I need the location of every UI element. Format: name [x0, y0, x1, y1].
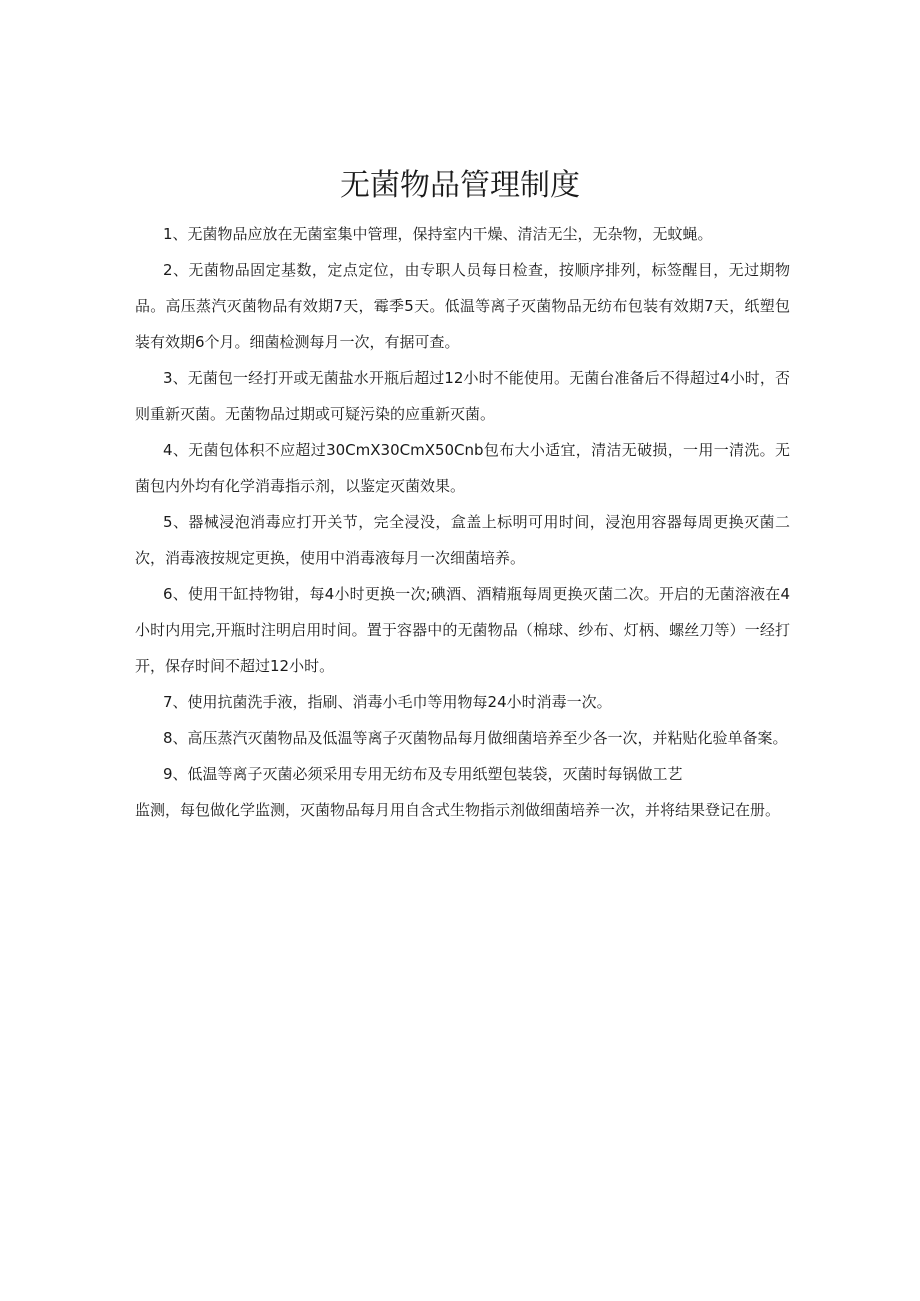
paragraph-9 — [135, 756, 790, 828]
paragraph-4: 4、无菌包体积不应超过30CmX30CmX50Cnb包布大小适宜，清洁无破损，一用一清洗。无菌包内外均有化学消毒指示剂，以鉴定灭菌效果。 — [135, 441, 790, 495]
paragraph-7: 7、使用抗菌洗手液，指刷、消毒小毛巾等用物每24小时消毒一次。 — [163, 693, 612, 711]
paragraph-9-line-2: 监测，每包做化学监测，灭菌物品每月用自含式生物指示剂做细菌培养一次，并将结果登记在册。 — [135, 801, 781, 819]
document-body — [135, 216, 790, 828]
paragraph-2: 2、无菌物品固定基数，定点定位，由专职人员每日检查，按顺序排列，标签醒目，无过期物品。高压蒸汽灭菌物品有效期7天，霉季5天。低温等离子灭菌物品无纺布包装有效期7天，纸塑包装有效期6个月。细菌检测每月一次，有据可查。 — [135, 261, 790, 351]
paragraph-6: 6、使用干缸持物钳，每4小时更换一次;碘酒、酒精瓶每周更换灭菌二次。开启的无菌溶液在4小时内用完,开瓶时注明启用时间。置于容器中的无菌物品（棉球、纱布、灯柄、螺丝刀等）一经打开，保存时间不超过12小时。 — [135, 585, 790, 675]
paragraph-5: 5、器械浸泡消毒应打开关节，完全浸没，盒盖上标明可用时间，浸泡用容器每周更换灭菌二次，消毒液按规定更换，使用中消毒液每月一次细菌培养。 — [135, 513, 790, 567]
paragraph-8: 8、高压蒸汽灭菌物品及低温等离子灭菌物品每月做细菌培养至少各一次，并粘贴化验单备案。 — [163, 729, 788, 747]
document-title: 无菌物品管理制度 — [340, 168, 580, 203]
paragraph-3: 3、无菌包一经打开或无菌盐水开瓶后超过12小时不能使用。无菌台准备后不得超过4小时，否则重新灭菌。无菌物品过期或可疑污染的应重新灭菌。 — [135, 369, 790, 423]
paragraph-9-line-1: 9、低温等离子灭菌必须采用专用无纺布及专用纸塑包装袋，灭菌时每锅做工艺 — [163, 765, 683, 783]
paragraph-1: 1、无菌物品应放在无菌室集中管理，保持室内干燥、清洁无尘，无杂物，无蚊蝇。 — [163, 225, 713, 243]
